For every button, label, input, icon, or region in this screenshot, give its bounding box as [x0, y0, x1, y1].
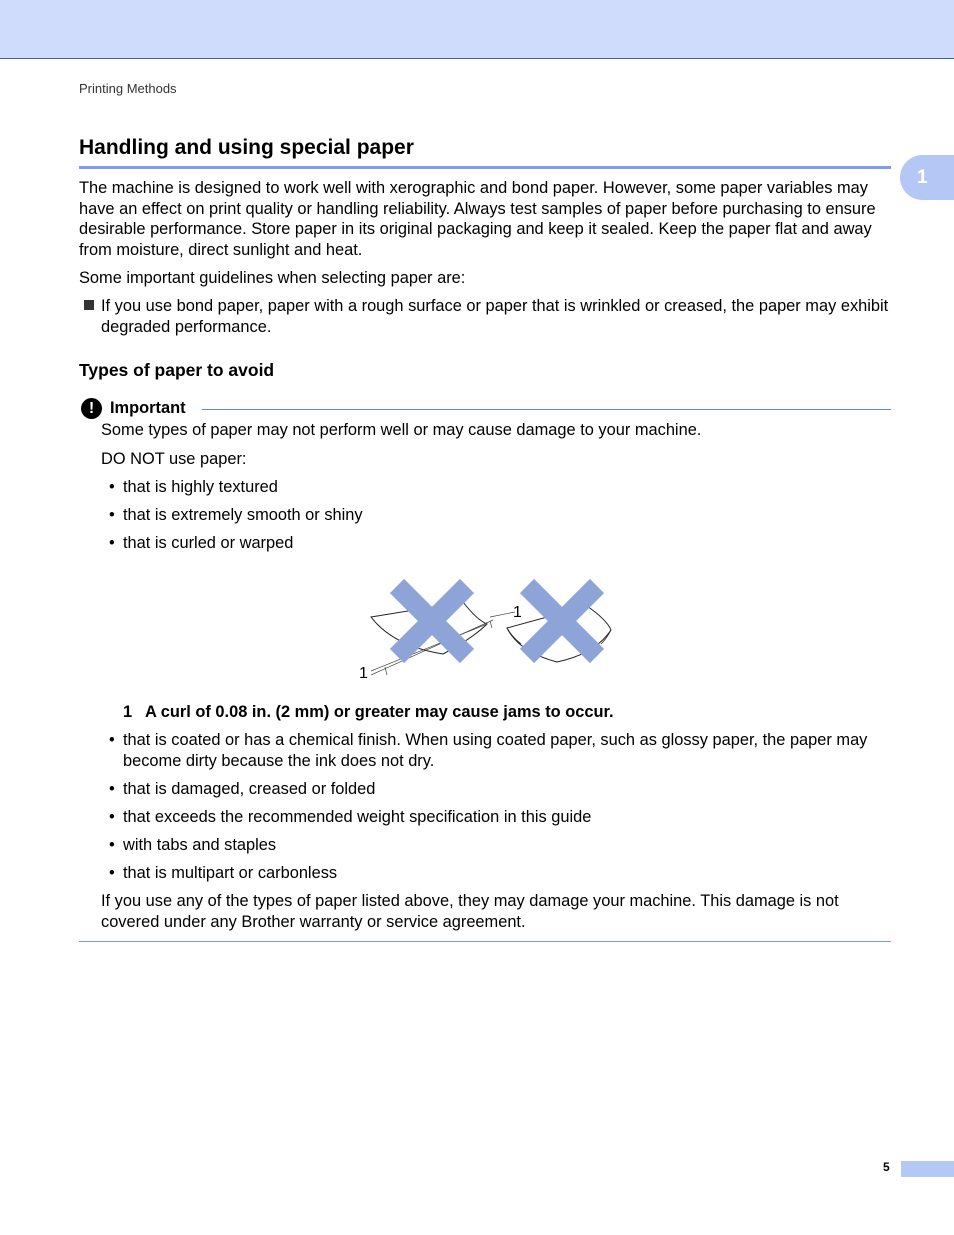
intro-paragraph: The machine is designed to work well with xerographic and bond paper. However, some paper variables may have an effect on print quality or handling reliability. Always test samples of paper before purchasing to ensure desirable performance. Store paper in its original packaging and keep it sealed. Keep the paper flat and away from moisture, direct sunlight and heat.: [79, 179, 876, 259]
square-bullet-icon: [84, 300, 94, 310]
breadcrumb: Printing Methods: [79, 81, 177, 96]
important-intro: Some types of paper may not perform well or may cause damage to your machine.: [101, 421, 702, 439]
list-item: that is extremely smooth or shiny: [123, 506, 363, 524]
bullet-icon: •: [109, 731, 115, 749]
callout-label: 1: [359, 665, 368, 682]
important-label: Important: [110, 399, 186, 417]
callout-label: 1: [513, 604, 522, 621]
guidelines-lead: Some important guidelines when selecting paper are:: [79, 269, 466, 287]
important-rule: [202, 409, 891, 410]
closing-paragraph: If you use any of the types of paper listed above, they may damage your machine. This damage is not covered under any Brother warranty or service agreement.: [101, 892, 839, 931]
section-title: Handling and using special paper: [79, 136, 414, 159]
bullet-icon: •: [109, 864, 115, 882]
bullet-icon: •: [109, 808, 115, 826]
bullet-icon: •: [109, 506, 115, 524]
caption-number: 1: [123, 703, 133, 721]
list-item: that is coated or has a chemical finish. When using coated paper, such as glossy paper, the paper may become dirty because the ink does not dry.: [123, 731, 868, 770]
list-item: with tabs and staples: [123, 836, 277, 854]
caption-text: A curl of 0.08 in. (2 mm) or greater may cause jams to occur.: [145, 703, 614, 721]
list-item: that exceeds the recommended weight specification in this guide: [123, 808, 592, 826]
figure-caption: [123, 703, 614, 722]
header-band: [0, 0, 954, 59]
bullet-icon: •: [109, 534, 115, 552]
curled-paper-illustration: [355, 572, 615, 682]
title-underline: [79, 166, 891, 169]
list-item: that is multipart or carbonless: [123, 864, 338, 882]
list-item: that is damaged, creased or folded: [123, 780, 376, 798]
list-item: that is curled or warped: [123, 534, 294, 552]
list-item: that is highly textured: [123, 478, 278, 496]
exclamation-icon: !: [81, 398, 102, 419]
bullet-icon: •: [109, 780, 115, 798]
do-not-lead: DO NOT use paper:: [101, 450, 247, 468]
section-end-rule: [79, 941, 891, 942]
guideline-bullet-text: If you use bond paper, paper with a rough surface or paper that is wrinkled or creased, the paper may exhibit degraded performance.: [101, 297, 889, 336]
page-number: 5: [883, 1160, 890, 1174]
subsection-title: Types of paper to avoid: [79, 360, 275, 380]
page-tab: [901, 1161, 954, 1177]
bullet-icon: •: [109, 836, 115, 854]
bullet-icon: •: [109, 478, 115, 496]
chapter-tab[interactable]: 1: [900, 155, 954, 200]
